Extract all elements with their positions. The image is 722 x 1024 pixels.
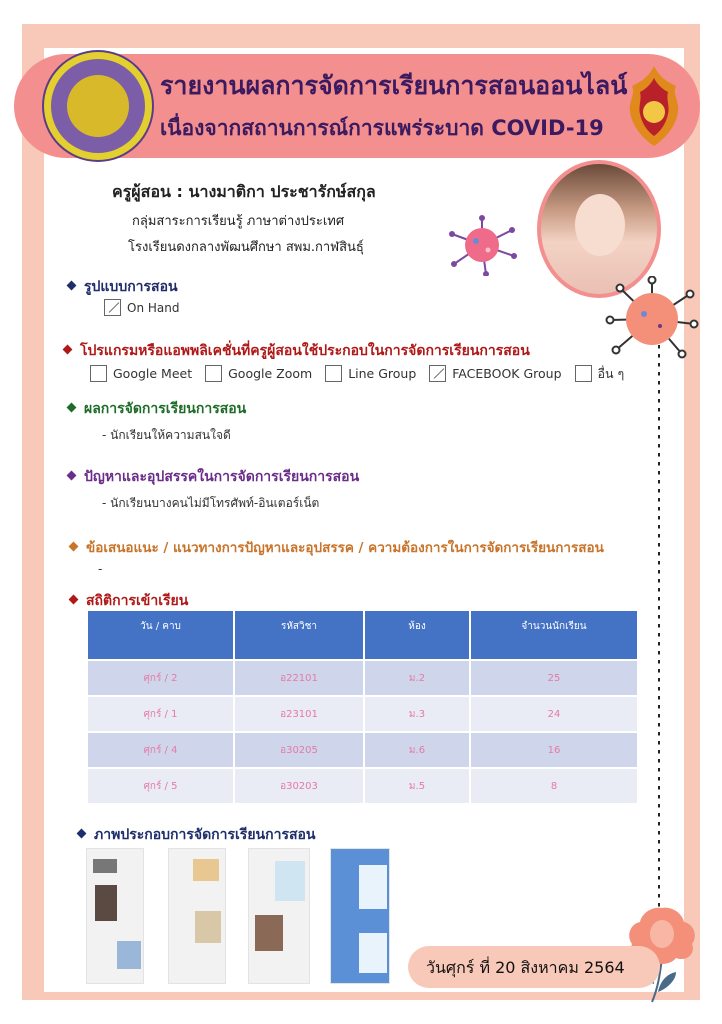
checkbox[interactable] bbox=[325, 365, 342, 382]
report-title: รายงานผลการจัดการเรียนการสอนออนไลน์ bbox=[160, 71, 628, 100]
cell-code: อ30205 bbox=[235, 733, 363, 767]
section-problems-heading: ปัญหาและอุปสรรคในการจัดการเรียนการสอน bbox=[68, 466, 359, 488]
school-name: โรงเรียนดงกลางพัฒนศึกษา สพม.กาฬสินธุ์ bbox=[128, 240, 364, 255]
header-subject-code: รหัสวิชา bbox=[235, 611, 363, 659]
cell-day: ศุกร์ / 5 bbox=[88, 769, 233, 803]
results-text: - นักเรียนให้ความสนใจดี bbox=[102, 428, 231, 442]
cell-day: ศุกร์ / 2 bbox=[88, 661, 233, 695]
cell-room: ม.2 bbox=[365, 661, 469, 695]
section-suggestions-heading: ข้อเสนอแนะ / แนวทางการปัญหาและอุปสรรค / ความต้องการในการจัดการเรียนการสอน bbox=[70, 536, 604, 558]
diamond-bullet-icon bbox=[69, 594, 79, 604]
option-line-group[interactable]: Line Group bbox=[325, 366, 416, 383]
header-room: ห้อง bbox=[365, 611, 469, 659]
section-results-heading: ผลการจัดการเรียนการสอน bbox=[68, 398, 246, 420]
report-subtitle: เนื่องจากสถานการณ์การแพร่ระบาด COVID-19 bbox=[160, 116, 604, 140]
cell-count: 16 bbox=[471, 733, 637, 767]
format-option[interactable]: On Hand bbox=[104, 300, 179, 317]
option-google-meet[interactable]: Google Meet bbox=[90, 366, 192, 383]
cell-day: ศุกร์ / 1 bbox=[88, 697, 233, 731]
cell-room: ม.5 bbox=[365, 769, 469, 803]
app-options bbox=[90, 364, 633, 384]
section-format-heading: รูปแบบการสอน bbox=[68, 276, 178, 298]
header-day-period: วัน / คาบ bbox=[88, 611, 233, 659]
cell-count: 25 bbox=[471, 661, 637, 695]
screenshot-thumbnail[interactable] bbox=[86, 848, 144, 984]
screenshot-thumbnail[interactable] bbox=[330, 848, 390, 984]
diamond-bullet-icon bbox=[67, 280, 77, 290]
school-logo bbox=[44, 52, 152, 160]
checkbox[interactable] bbox=[429, 365, 446, 382]
table-row bbox=[88, 769, 637, 803]
checkbox-on-hand[interactable] bbox=[104, 299, 121, 316]
screenshot-thumbnail[interactable] bbox=[248, 848, 310, 984]
cell-day: ศุกร์ / 4 bbox=[88, 733, 233, 767]
report-date: วันศุกร์ ที่ 20 สิงหาคม 2564 bbox=[426, 958, 625, 977]
screenshot-thumbnail[interactable] bbox=[168, 848, 226, 984]
cell-code: อ30203 bbox=[235, 769, 363, 803]
header-student-count: จำนวนนักเรียน bbox=[471, 611, 637, 659]
cell-code: อ22101 bbox=[235, 661, 363, 695]
attendance-table bbox=[86, 609, 639, 805]
suggestions-text: - bbox=[98, 562, 103, 576]
department: กลุ่มสาระการเรียนรู้ ภาษาต่างประเทศ bbox=[132, 214, 345, 229]
checkbox[interactable] bbox=[90, 365, 107, 382]
photo-gallery bbox=[82, 848, 392, 984]
option-facebook-group[interactable]: FACEBOOK Group bbox=[429, 366, 561, 383]
virus-icon bbox=[604, 276, 700, 362]
section-apps-heading: โปรแกรมหรือแอพพลิเคชั่นที่ครูผู้สอนใช้ประกอบในการจัดการเรียนการสอน bbox=[64, 340, 530, 362]
section-attendance-heading: สถิติการเข้าเรียน bbox=[70, 590, 188, 612]
diamond-bullet-icon bbox=[67, 470, 77, 480]
table-row bbox=[88, 661, 637, 695]
checkbox[interactable] bbox=[205, 365, 222, 382]
dotted-line bbox=[658, 345, 660, 935]
option-other[interactable]: อื่น ๆ bbox=[575, 364, 625, 384]
cell-count: 8 bbox=[471, 769, 637, 803]
diamond-bullet-icon bbox=[77, 828, 87, 838]
diamond-bullet-icon bbox=[69, 541, 79, 551]
table-row bbox=[88, 697, 637, 731]
checkbox[interactable] bbox=[575, 365, 592, 382]
cell-room: ม.6 bbox=[365, 733, 469, 767]
diamond-bullet-icon bbox=[67, 402, 77, 412]
teacher-name: ครูผู้สอน : นางมาติกา ประชารักษ์สกุล bbox=[112, 182, 376, 201]
cell-room: ม.3 bbox=[365, 697, 469, 731]
table-row bbox=[88, 733, 637, 767]
diamond-bullet-icon bbox=[63, 344, 73, 354]
cell-count: 24 bbox=[471, 697, 637, 731]
virus-icon bbox=[446, 214, 518, 276]
obec-emblem-icon bbox=[618, 64, 690, 148]
cell-code: อ23101 bbox=[235, 697, 363, 731]
problems-text: - นักเรียนบางคนไม่มีโทรศัพท์-อินเตอร์เน็ต bbox=[102, 496, 320, 510]
option-google-zoom[interactable]: Google Zoom bbox=[205, 366, 312, 383]
table-header-row bbox=[88, 611, 637, 659]
section-photos-heading: ภาพประกอบการจัดการเรียนการสอน bbox=[78, 824, 315, 846]
